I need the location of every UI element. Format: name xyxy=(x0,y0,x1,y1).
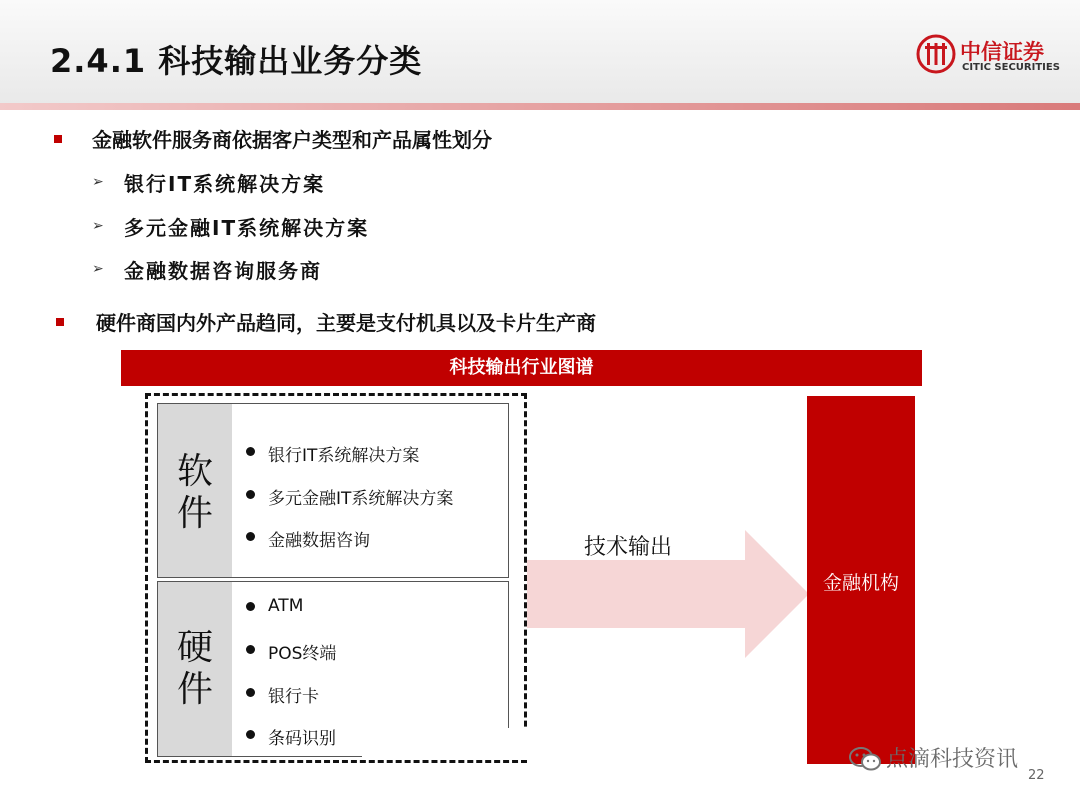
citic-logo-icon xyxy=(916,34,956,74)
wechat-icon xyxy=(848,746,882,772)
software-item: 多元金融IT系统解决方案 xyxy=(268,484,453,509)
bullet-text: 硬件商国内外产品趋同，主要是支付机具以及卡片生产商 xyxy=(96,311,596,335)
logo-text-cn: 中信证券 xyxy=(960,40,1044,64)
company-logo xyxy=(916,34,1064,78)
slide-title: 2.4.1 科技输出业务分类 xyxy=(50,42,423,80)
arrow-bullet-icon: ➢ xyxy=(92,261,104,277)
bullet-text: 金融软件服务商依据客户类型和产品属性划分 xyxy=(92,128,492,152)
arrow-bullet-icon: ➢ xyxy=(92,174,104,190)
software-item: 金融数据咨询 xyxy=(268,526,370,551)
header-divider xyxy=(0,103,1080,110)
sub-bullet-text: 多元金融IT系统解决方案 xyxy=(124,216,370,240)
logo-text-en: CITIC SECURITIES xyxy=(962,62,1060,73)
hardware-label: 硬 件 xyxy=(176,627,213,710)
bullet-marker xyxy=(56,318,64,326)
sub-bullet-text: 银行IT系统解决方案 xyxy=(124,172,326,196)
financial-institution-label: 金融机构 xyxy=(822,572,899,594)
watermark-text: 点滴科技资讯 xyxy=(886,747,1019,772)
software-panel xyxy=(157,403,509,578)
page-number: 22 xyxy=(1028,768,1045,783)
diagram-title-bar: 科技输出行业图谱 xyxy=(121,350,922,386)
software-label: 软 件 xyxy=(176,451,213,534)
hardware-item: 条码识别 xyxy=(268,724,336,749)
sub-bullet-text: 金融数据咨询服务商 xyxy=(124,259,322,283)
hardware-item: POS终端 xyxy=(268,639,336,664)
hardware-item: 银行卡 xyxy=(268,682,319,707)
hardware-item: ATM xyxy=(268,596,303,616)
arrow-label: 技术输出 xyxy=(584,535,673,560)
image-crop-mask xyxy=(362,728,532,760)
software-item: 银行IT系统解决方案 xyxy=(268,441,419,466)
arrow-bullet-icon: ➢ xyxy=(92,218,104,234)
bullet-marker xyxy=(54,135,62,143)
